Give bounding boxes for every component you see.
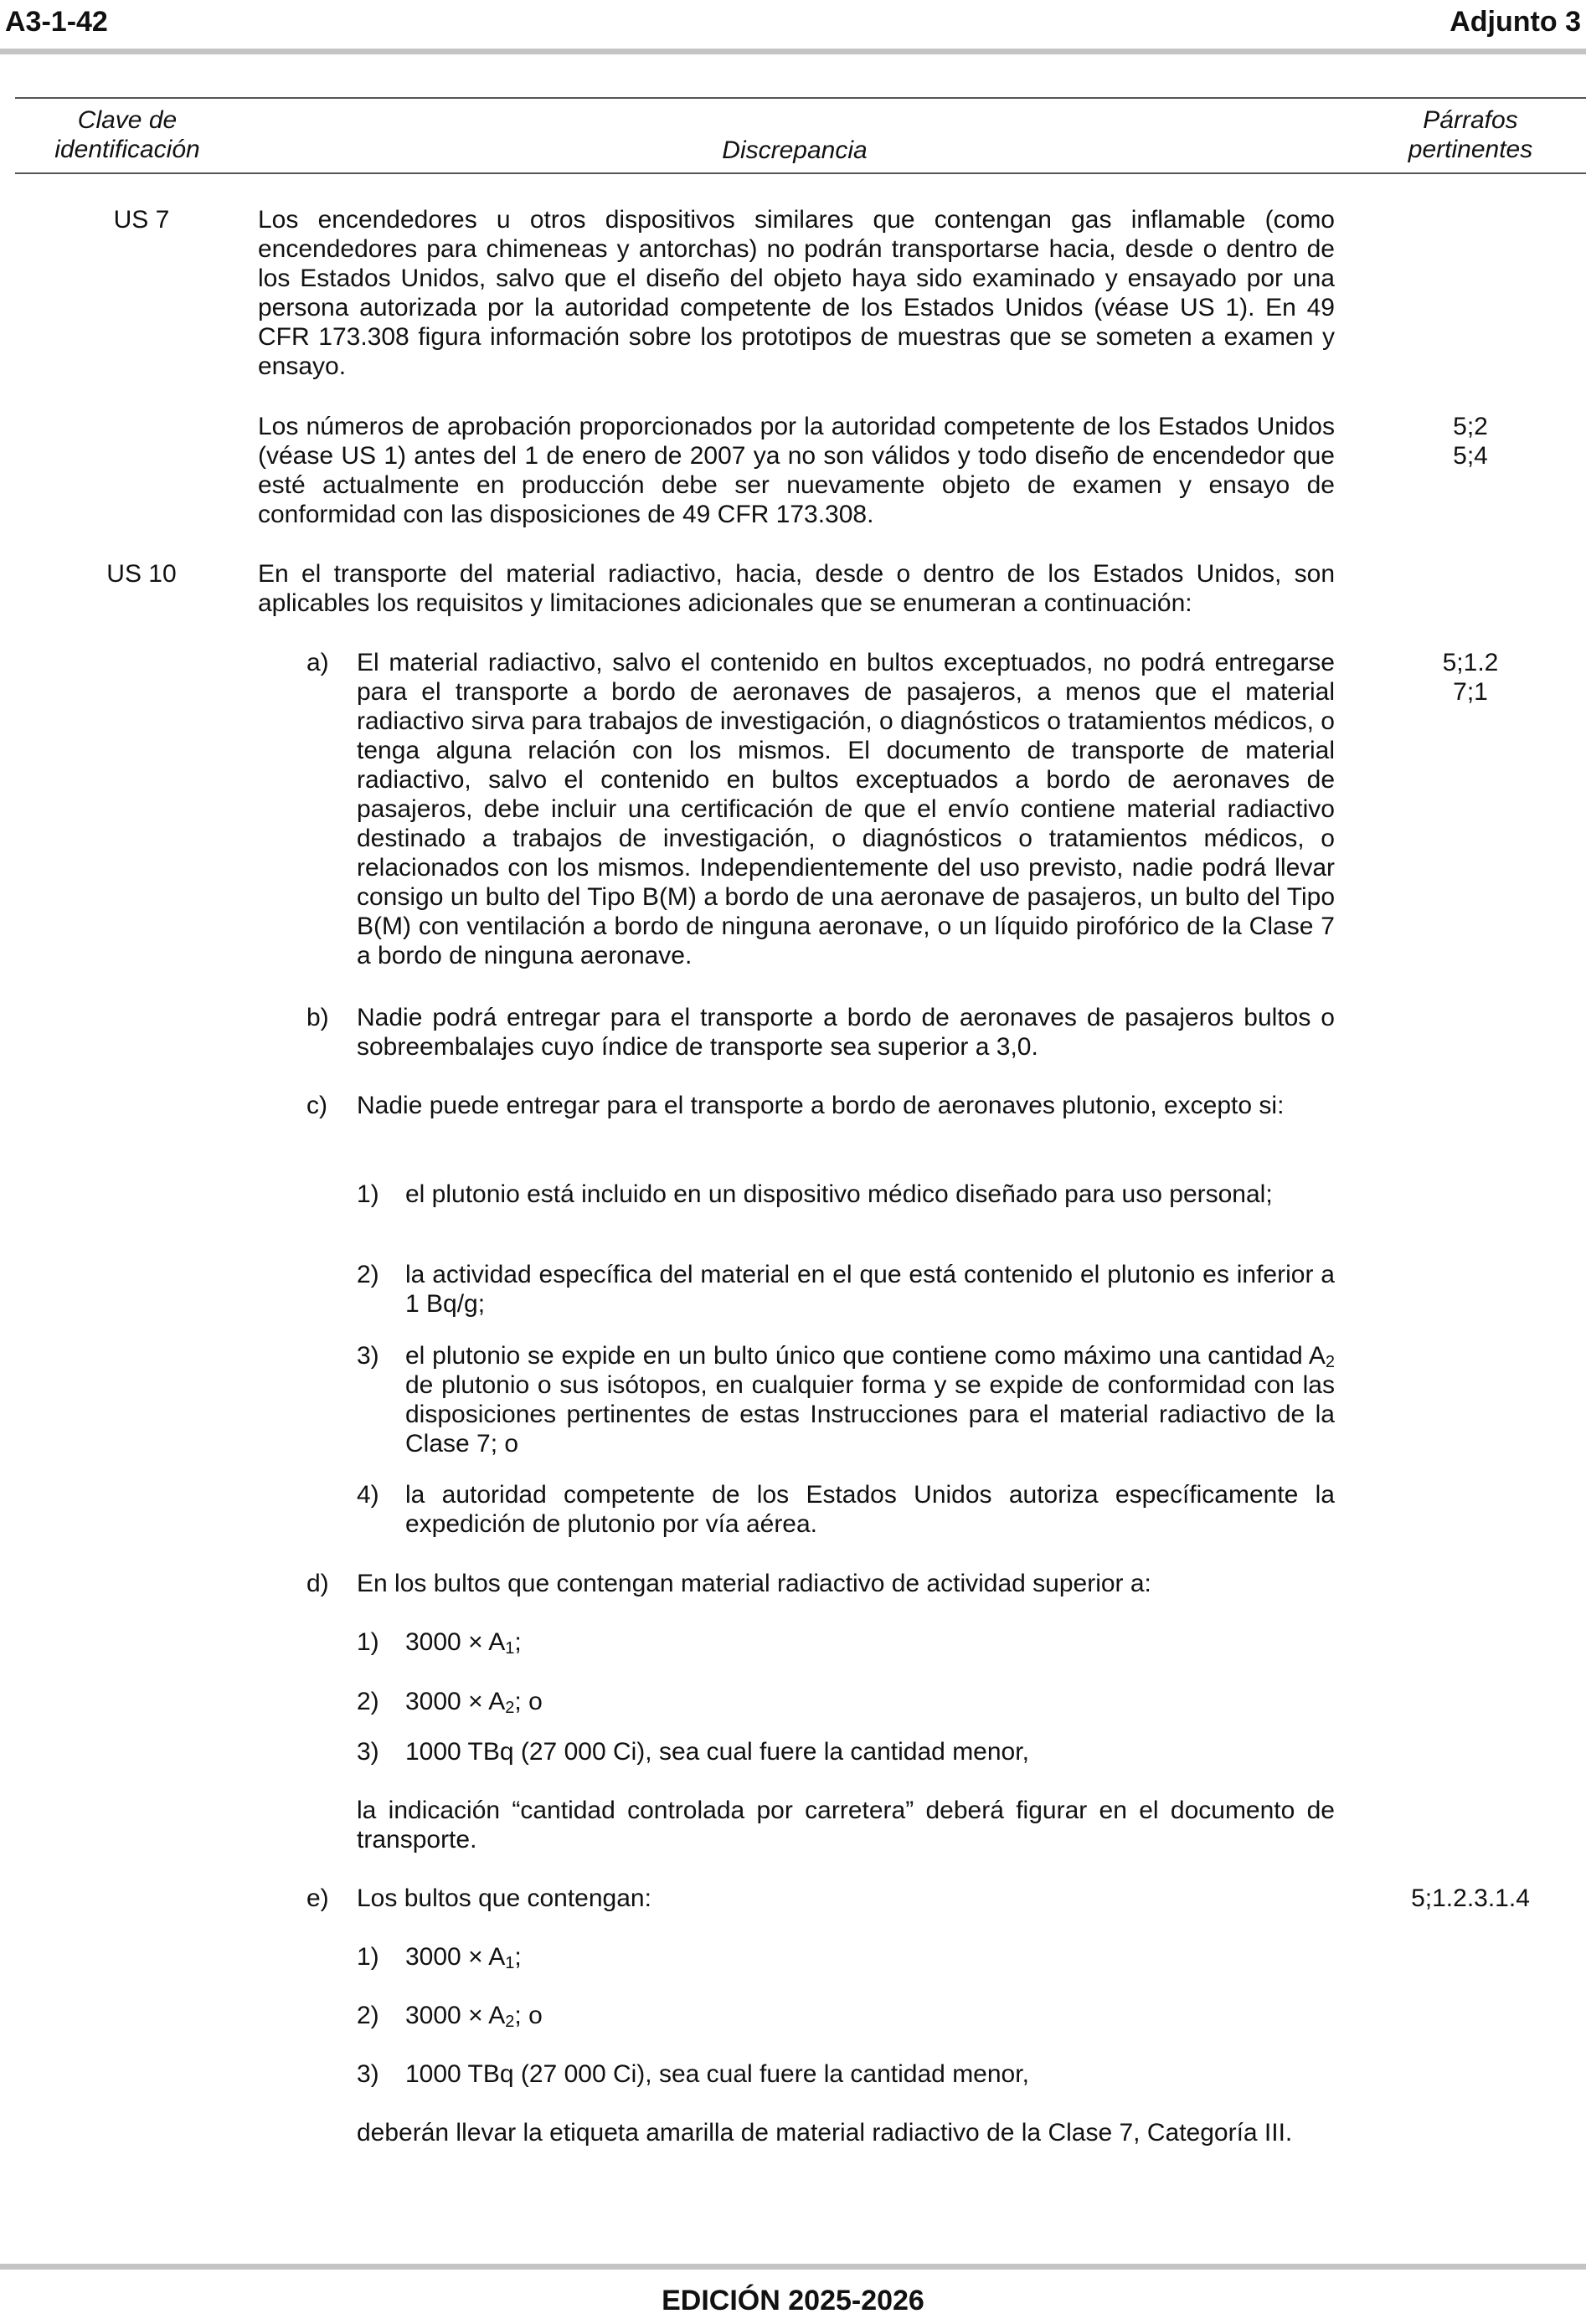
item-e-reference: 5;1.2.3.1.4 xyxy=(1411,1884,1530,1912)
item-d2-marker: 2) xyxy=(357,1688,379,1715)
us7-paragraph-1: Los encendedores u otros dispositivos similares que contengan gas inflamable (como encendedores para chimeneas y antorchas) no podrán transportarse hacia, desde o dentro de los Estados Unidos, salvo que el diseño del objeto haya sido examinado y ensayado por una persona autorizada por la autoridad competente de los Estados Unidos (véase US 1). En 49 CFR 173.308 figura información sobre los prototipos de muestras que se someten a examen y ensayo. xyxy=(258,206,1335,380)
item-d-closing: la indicación “cantidad controlada por carretera” deberá figurar en el documento de transporte. xyxy=(357,1797,1335,1854)
item-c4-marker: 4) xyxy=(357,1481,379,1509)
edition-footer: EDICIÓN 2025-2026 xyxy=(662,2285,924,2316)
item-b-text: Nadie podrá entregar para el transporte a bordo de aeronaves de pasajeros bultos o sobreembalajes cuyo índice de transporte sea superior a 3,0. xyxy=(357,1004,1335,1061)
column-header-key: Clave de identificación xyxy=(54,106,200,163)
item-c-marker: c) xyxy=(306,1092,327,1119)
item-a-marker: a) xyxy=(306,649,329,676)
item-c1-text: el plutonio está incluido en un dispositivo médico diseñado para uso personal; xyxy=(405,1180,1273,1208)
item-e1-marker: 1) xyxy=(357,1943,379,1971)
item-b-marker: b) xyxy=(306,1004,329,1031)
item-e2-text: $3000 \times A_2$; o xyxy=(405,2002,543,2031)
table-header-rule xyxy=(15,172,1586,174)
us10-intro: En el transporte del material radiactivo, hacia, desde o dentro de los Estados Unidos, son aplicables los requisitos y limitaciones adicionales que se enumeran a continuación: xyxy=(258,560,1335,617)
row-key-us10: US 10 xyxy=(106,560,177,588)
column-header-paragraphs: Párrafos pertinentes xyxy=(1408,106,1533,163)
item-c-text: Nadie puede entregar para el transporte a bordo de aeronaves plutonio, excepto si: xyxy=(357,1092,1285,1119)
item-d-text: En los bultos que contengan material radiactivo de actividad superior a: xyxy=(357,1570,1151,1597)
item-e-marker: e) xyxy=(306,1884,329,1912)
item-c4-text: la autoridad competente de los Estados Unidos autoriza específicamente la expedición de plutonio por vía aérea. xyxy=(405,1481,1335,1538)
item-e3-marker: 3) xyxy=(357,2060,379,2088)
item-c3-marker: 3) xyxy=(357,1342,379,1370)
us7-paragraph-2: Los números de aprobación proporcionados por la autoridad competente de los Estados Unidos (véase US 1) antes del 1 de enero de 2007 ya no son válidos y todo diseño de encendedor que esté actualmente en producción debe ser nuevamente objeto de examen y ensayo de conformidad con las disposiciones de 49 CFR 173.308. xyxy=(258,413,1335,528)
item-c2-text: la actividad específica del material en el que está contenido el plutonio es inferior a 1 Bq/g; xyxy=(405,1261,1335,1318)
page-header xyxy=(0,5,1586,39)
column-header-discrepancy: Discrepancia xyxy=(722,136,868,164)
item-a-references: 5;1.2 7;1 xyxy=(1442,649,1499,706)
item-e-text: Los bultos que contengan: xyxy=(357,1884,651,1912)
item-d1-marker: 1) xyxy=(357,1628,379,1656)
item-e-closing: deberán llevar la etiqueta amarilla de material radiactivo de la Clase 7, Categoría III. xyxy=(357,2119,1293,2147)
table-top-rule xyxy=(15,97,1586,99)
item-d3-text: 1000 TBq (27 000 Ci), sea cual fuere la cantidad menor, xyxy=(405,1738,1029,1766)
page-number: A3-1-42 xyxy=(5,6,108,38)
item-a-text: El material radiactivo, salvo el contenido en bultos exceptuados, no podrá entregarse para el transporte a bordo de aeronaves de pasajeros, a menos que el material radiactivo sirva para trabajos de investigación, o diagnósticos o tratamientos médicos, o tenga alguna relación con los mismos. El documento de transporte de material radiactivo, salvo el contenido en bultos exceptuados a bordo de aeronaves de pasajeros, debe incluir una certificación de que el envío contiene material radiactivo destinado a trabajos de investigación, o diagnósticos o tratamientos médicos, o relacionados con los mismos. Independientemente del uso previsto, nadie podrá llevar consigo un bulto del Tipo B(M) a bordo de una aeronave de pasajeros, un bulto del Tipo B(M) con ventilación a bordo de ninguna aeronave, o un líquido pirofórico de la Clase 7 a bordo de ninguna aeronave. xyxy=(357,649,1335,969)
item-e3-text: 1000 TBq (27 000 Ci), sea cual fuere la cantidad menor, xyxy=(405,2060,1029,2088)
item-c3-text: el plutonio se expide en un bulto único que contiene como máximo una cantidad $A_2$ de plutonio o sus isótopos, en cualquier forma y se expide de conformidad con las disposiciones pertinentes de estas Instrucciones para el material radiactivo de la Clase 7; o xyxy=(405,1342,1335,1458)
us7-references: 5;2 5;4 xyxy=(1453,413,1488,470)
item-c1-marker: 1) xyxy=(357,1180,379,1208)
item-d3-marker: 3) xyxy=(357,1738,379,1766)
item-e2-marker: 2) xyxy=(357,2002,379,2029)
item-e1-text: $3000 \times A_1$; xyxy=(405,1943,522,1972)
footer-rule xyxy=(0,2264,1586,2270)
item-d2-text: $3000 \times A_2$; o xyxy=(405,1688,543,1717)
section-title: Adjunto 3 xyxy=(1450,6,1581,38)
header-rule xyxy=(0,49,1586,54)
item-d1-text: $3000 \times A_1$; xyxy=(405,1628,522,1658)
item-c2-marker: 2) xyxy=(357,1261,379,1288)
row-key-us7: US 7 xyxy=(113,206,170,234)
item-d-marker: d) xyxy=(306,1570,329,1597)
